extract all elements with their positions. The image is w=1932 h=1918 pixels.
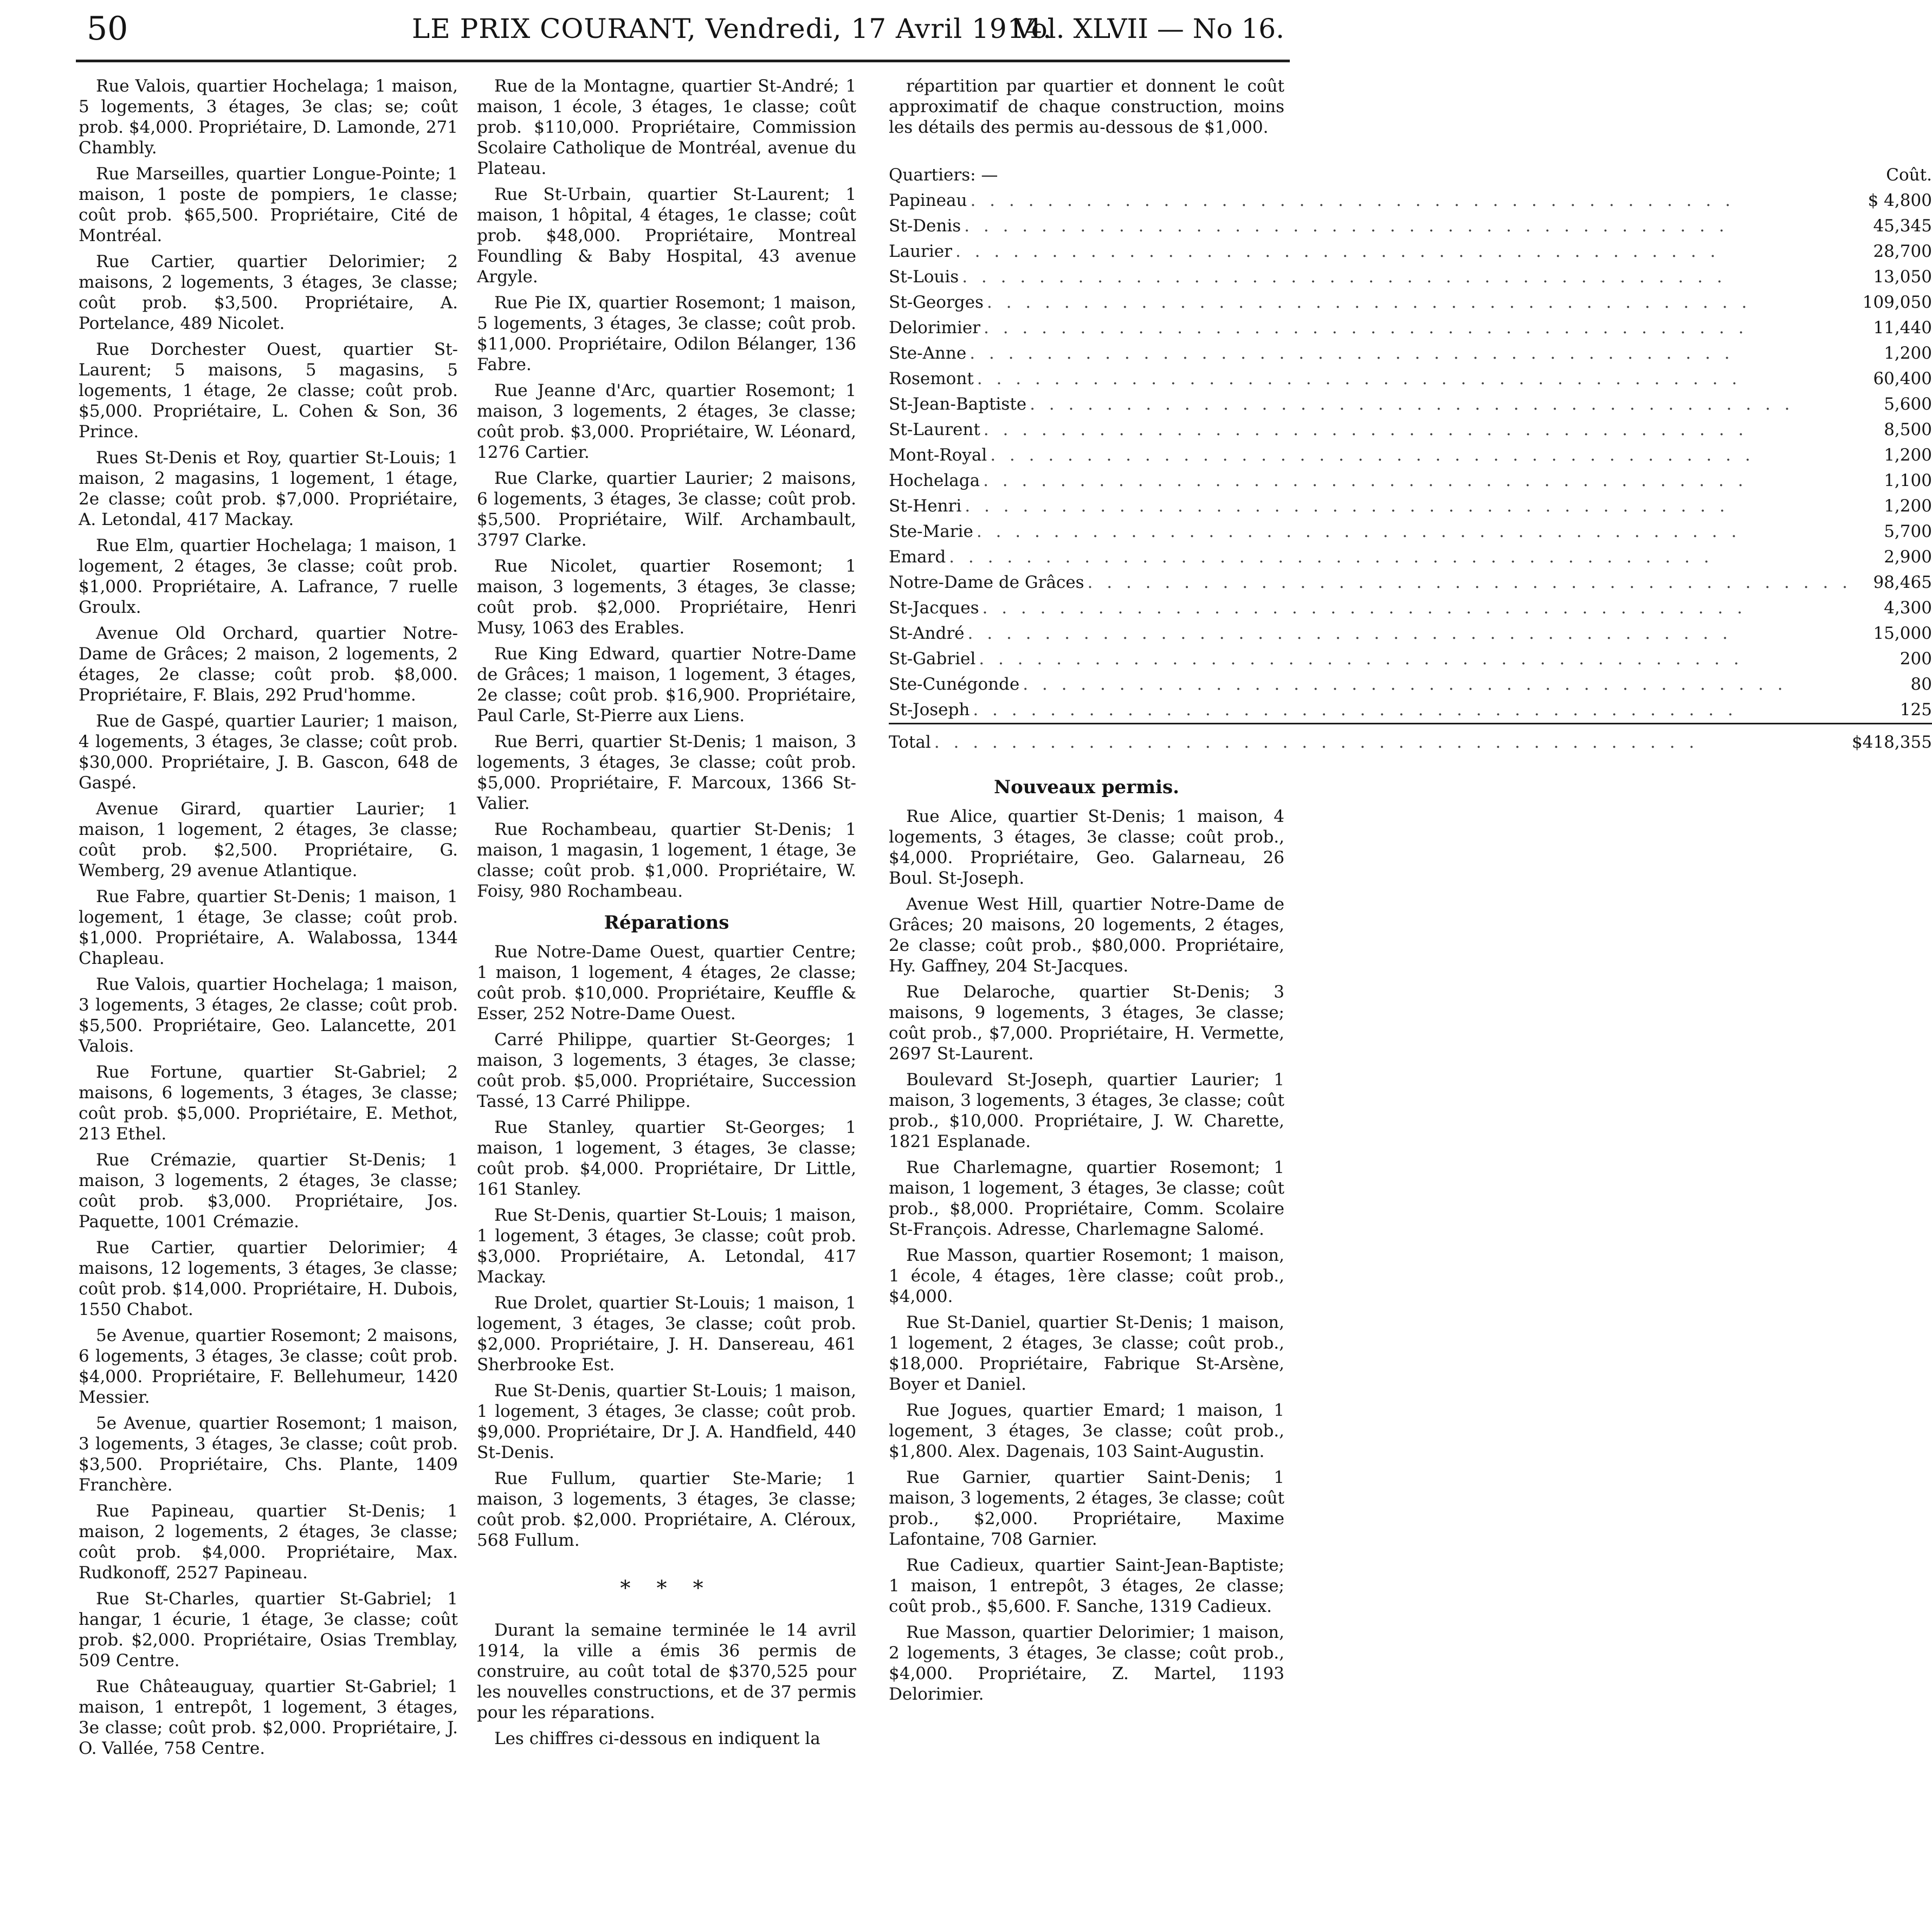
repair-entry: Rue Stanley, quartier St-Georges; 1 maison, 1 logement, 3 étages, 3e classe; coût prob. $4,000. Propriétaire, Dr Little, 161 Stanley.	[477, 1118, 856, 1199]
table-row	[889, 697, 1932, 724]
leader-dots	[984, 290, 1852, 315]
new-permit-entry: Rue Cadieux, quartier Saint-Jean-Baptiste; 1 maison, 1 entrepôt, 3 étages, 2e classe; coût prob., $5,600. F. Sanche, 1319 Cadieux.	[889, 1556, 1284, 1616]
table-row	[889, 519, 1932, 545]
leader-dots	[967, 188, 1852, 213]
permit-entry: Rue Elm, quartier Hochelaga; 1 maison, 1 logement, 2 étages, 3e classe; coût prob. $1,000. Propriétaire, A. Lafrance, 7 ruelle Groulx.	[79, 536, 458, 617]
district-name: Ste-Cunégonde	[889, 675, 1020, 694]
section-ornament: * * *	[620, 1576, 713, 1600]
leader-dots	[1019, 672, 1852, 697]
leader-dots	[961, 213, 1852, 239]
column-2	[477, 76, 856, 1754]
table-header-row	[889, 159, 1932, 188]
leader-dots	[973, 519, 1852, 545]
permit-entry: Rue Cartier, quartier Delorimier; 4 maisons, 12 logements, 3 étages, 3e classe; coût prob. $14,000. Propriétaire, H. Dubois, 1550 Chabot.	[79, 1238, 458, 1319]
permit-entry: Rue Rochambeau, quartier St-Denis; 1 maison, 1 magasin, 1 logement, 1 étage, 3e classe; coût prob. $1,000. Propriétaire, W. Foisy, 980 Rochambeau.	[477, 820, 856, 901]
district-cell	[889, 366, 1852, 392]
district-name: Delorimier	[889, 318, 980, 338]
district-cell	[889, 494, 1852, 519]
district-cost: 15,000	[1873, 624, 1932, 643]
permit-entry: Rue King Edward, quartier Notre-Dame de Grâces; 1 maison, 1 logement, 3 étages, 2e classe; coût prob. $16,900. Propriétaire, Paul Carle, St-Pierre aux Liens.	[477, 644, 856, 725]
page-number: 50	[87, 10, 128, 48]
district-cost: 5,700	[1884, 522, 1932, 541]
permit-entry: Rue Clarke, quartier Laurier; 2 maisons, 6 logements, 3 étages, 3e classe; coût prob. $5,500. Propriétaire, Wilf. Archambault, 3797 Clarke.	[477, 469, 856, 550]
leader-dots	[974, 366, 1852, 392]
leader-dots	[1026, 392, 1852, 417]
new-permit-entry: Avenue West Hill, quartier Notre-Dame de Grâces; 20 maisons, 20 logements, 2 étages, 2e classe; coût prob., $80,000. Propriétaire, Hy. Gaffney, 204 St-Jacques.	[889, 895, 1284, 976]
new-permit-entry: Rue St-Daniel, quartier St-Denis; 1 maison, 1 logement, 2 étages, 3e classe; coût prob., $18,000. Propriétaire, Fabrique St-Arsène, Boyer et Daniel.	[889, 1313, 1284, 1394]
table-row	[889, 315, 1932, 341]
district-cell	[889, 697, 1852, 724]
leader-dots	[931, 730, 1852, 755]
table-row	[889, 494, 1932, 519]
district-cell	[889, 315, 1852, 341]
district-cost: 80	[1910, 675, 1932, 694]
permit-entry: Rue St-Urbain, quartier St-Laurent; 1 maison, 1 hôpital, 4 étages, 1e classe; coût prob. $48,000. Propriétaire, Montreal Foundling & Baby Hospital, 43 avenue Argyle.	[477, 185, 856, 287]
leader-dots	[965, 621, 1852, 646]
district-cost: 1,100	[1884, 471, 1932, 490]
weekly-summary-continued: Les chiffres ci-dessous en indiquent la	[494, 1729, 820, 1748]
total-row	[889, 724, 1932, 756]
district-name: Papineau	[889, 191, 967, 210]
permit-entry: Rue Pie IX, quartier Rosemont; 1 maison, 5 logements, 3 étages, 3e classe; coût prob. $11,000. Propriétaire, Odilon Bélanger, 136 Fabre.	[477, 293, 856, 374]
column-1	[79, 76, 458, 1764]
table-row	[889, 468, 1932, 494]
table-row	[889, 595, 1932, 621]
page-header	[76, 5, 1290, 62]
district-cell	[889, 392, 1852, 417]
district-cost: 1,200	[1884, 445, 1932, 465]
journal-title: LE PRIX COURANT, Vendredi, 17 Avril 1914.	[412, 13, 1052, 44]
district-cost: 109,050	[1862, 293, 1932, 312]
column-header-cout: Coût.	[1886, 165, 1932, 185]
district-cell	[889, 264, 1852, 290]
header-quartier-label: Quartiers: —	[889, 165, 998, 185]
permit-entry: Rue de Gaspé, quartier Laurier; 1 maison, 4 logements, 3 étages, 3e classe; coût prob. $30,000. Propriétaire, J. B. Gascon, 648 de Gaspé.	[79, 711, 458, 793]
district-cost: 125	[1899, 700, 1932, 720]
leader-dots	[952, 239, 1852, 264]
district-cost: 28,700	[1873, 242, 1932, 261]
new-permit-entry: Rue Masson, quartier Delorimier; 1 maison, 2 logements, 3 étages, 3e classe; coût prob., $4,000. Propriétaire, Z. Martel, 1193 Delorimier.	[889, 1623, 1284, 1704]
table-row	[889, 443, 1932, 468]
district-name: Emard	[889, 547, 946, 567]
leader-dots	[946, 545, 1852, 570]
table-row	[889, 392, 1932, 417]
district-cost: 1,200	[1884, 344, 1932, 363]
district-cost: 5,600	[1884, 394, 1932, 414]
district-name: Rosemont	[889, 369, 974, 388]
repair-entry: Rue St-Denis, quartier St-Louis; 1 maison, 1 logement, 3 étages, 3e classe; coût prob. $3,000. Propriétaire, A. Letondal, 417 Mackay.	[477, 1206, 856, 1287]
district-cell	[889, 672, 1852, 697]
table-row	[889, 366, 1932, 392]
permit-entry: 5e Avenue, quartier Rosemont; 1 maison, 3 logements, 3 étages, 3e classe; coût prob. $3,500. Propriétaire, Chs. Plante, 1409 Franchère.	[79, 1414, 458, 1495]
table-row	[889, 417, 1932, 443]
table-row	[889, 646, 1932, 672]
permit-entry: Rue de la Montagne, quartier St-André; 1 maison, 1 école, 3 étages, 1e classe; coût prob. $110,000. Propriétaire, Commission Scolaire Catholique de Montréal, avenue du Plateau.	[477, 76, 856, 178]
table-row	[889, 621, 1932, 646]
district-cell	[889, 443, 1852, 468]
leader-dots	[970, 697, 1852, 723]
district-name: St-Georges	[889, 293, 984, 312]
district-name: Ste-Marie	[889, 522, 973, 541]
new-permit-entry: Rue Charlemagne, quartier Rosemont; 1 maison, 1 logement, 3 étages, 3e classe; coût prob., $8,000. Propriétaire, Comm. Scolaire St-François. Adresse, Charlemagne Salomé.	[889, 1158, 1284, 1239]
total-cost: $418,355	[1852, 724, 1932, 756]
new-permit-entry: Rue Alice, quartier St-Denis; 1 maison, 4 logements, 3 étages, 3e classe; coût prob., $4,000. Propriétaire, Geo. Galarneau, 26 Boul. St-Joseph.	[889, 807, 1284, 888]
permit-entry: Rue Fortune, quartier St-Gabriel; 2 maisons, 6 logements, 3 étages, 3e classe; coût prob. $5,000. Propriétaire, E. Methot, 213 Ethel.	[79, 1062, 458, 1144]
district-name: St-Denis	[889, 216, 961, 236]
table-row	[889, 239, 1932, 264]
new-permit-entry: Boulevard St-Joseph, quartier Laurier; 1 maison, 3 logements, 3 étages, 3e classe; coût prob., $10,000. Propriétaire, J. W. Charette, 1821 Esplanade.	[889, 1070, 1284, 1151]
table-row	[889, 290, 1932, 315]
district-name: St-Henri	[889, 496, 962, 516]
permit-entry: Rue Jeanne d'Arc, quartier Rosemont; 1 maison, 3 logements, 2 étages, 3e classe; coût prob. $3,000. Propriétaire, W. Léonard, 1276 Cartier.	[477, 381, 856, 462]
permit-entry: Avenue Girard, quartier Laurier; 1 maison, 1 logement, 2 étages, 3e classe; coût prob. $2,500. Propriétaire, G. Wemberg, 29 avenue Atlantique.	[79, 799, 458, 880]
permit-entry: Rue Valois, quartier Hochelaga; 1 maison, 5 logements, 3 étages, 3e clas; se; coût prob. $4,000. Propriétaire, D. Lamonde, 271 Chambly.	[79, 76, 458, 158]
permit-entry: Rue Châteauguay, quartier St-Gabriel; 1 maison, 1 entrepôt, 1 logement, 3 étages, 3e classe; coût prob. $2,000. Propriétaire, J. O. Vallée, 758 Centre.	[79, 1677, 458, 1758]
permit-entry: Rue Fabre, quartier St-Denis; 1 maison, 1 logement, 1 étage, 3e classe; coût prob. $1,000. Propriétaire, A. Walabossa, 1344 Chapleau.	[79, 887, 458, 968]
leader-dots	[979, 595, 1852, 621]
column-header-quartier	[889, 159, 1852, 188]
volume-number: Vol. XLVII — No 16.	[1014, 13, 1284, 44]
cost-by-district-table	[889, 159, 1932, 755]
reparations-heading: Réparations	[604, 912, 729, 934]
district-cell	[889, 468, 1852, 494]
district-cost: 45,345	[1873, 216, 1932, 236]
repair-entry: Rue Notre-Dame Ouest, quartier Centre; 1 maison, 1 logement, 4 étages, 2e classe; coût prob. $10,000. Propriétaire, Keuffle & Esser, 252 Notre-Dame Ouest.	[477, 942, 856, 1023]
leader-dots	[1084, 570, 1852, 595]
district-name: Laurier	[889, 242, 952, 261]
leader-dots	[980, 417, 1852, 443]
district-name: St-Joseph	[889, 700, 970, 720]
weekly-summary: Durant la semaine terminée le 14 avril 1914, la ville a émis 36 permis de construire, au coût total de $370,525 pour les nouvelles constructions, et de 37 permis pour les réparations.	[477, 1621, 856, 1722]
district-name: St-Gabriel	[889, 649, 976, 669]
table-row	[889, 213, 1932, 239]
district-name: Hochelaga	[889, 471, 980, 490]
summary-intro: répartition par quartier et donnent le coût approximatif de chaque construction, moins les détails des permis au-dessous de $1,000.	[889, 76, 1284, 137]
permit-entry: Rue St-Charles, quartier St-Gabriel; 1 hangar, 1 écurie, 1 étage, 3e classe; coût prob. $2,000. Propriétaire, Osias Tremblay, 509 Centre.	[79, 1589, 458, 1670]
district-name: Ste-Anne	[889, 344, 967, 363]
district-cost: 13,050	[1873, 267, 1932, 287]
repair-entry: Carré Philippe, quartier St-Georges; 1 maison, 3 logements, 3 étages, 3e classe; coût prob. $5,000. Propriétaire, Succession Tassé, 13 Carré Philippe.	[477, 1030, 856, 1111]
repair-entry: Rue St-Denis, quartier St-Louis; 1 maison, 1 logement, 3 étages, 3e classe; coût prob. $9,000. Propriétaire, Dr J. A. Handfield, 440 St-Denis.	[477, 1381, 856, 1462]
leader-dots	[961, 494, 1852, 519]
district-cell	[889, 545, 1852, 570]
district-cost: 4,300	[1884, 598, 1932, 618]
new-permit-entry: Rue Jogues, quartier Emard; 1 maison, 1 logement, 3 étages, 3e classe; coût prob., $1,800. Alex. Dagenais, 103 Saint-Augustin.	[889, 1401, 1284, 1461]
permit-entry: Rue Berri, quartier St-Denis; 1 maison, 3 logements, 3 étages, 3e classe; coût prob. $5,000. Propriétaire, F. Marcoux, 1366 St-Valier.	[477, 732, 856, 813]
permit-entry: Avenue Old Orchard, quartier Notre-Dame de Grâces; 2 maison, 2 logements, 2 étages, 2e classe; coût prob. $8,000. Propriétaire, F. Blais, 292 Prud'homme.	[79, 624, 458, 705]
leader-dots	[980, 468, 1852, 494]
permit-entry: Rue Cartier, quartier Delorimier; 2 maisons, 2 logements, 3 étages, 3e classe; coût prob. $3,500. Propriétaire, A. Portelance, 489 Nicolet.	[79, 252, 458, 333]
permit-entry: Rues St-Denis et Roy, quartier St-Louis; 1 maison, 2 magasins, 1 logement, 1 étage, 2e classe; coût prob. $7,000. Propriétaire, A. Letondal, 417 Mackay.	[79, 448, 458, 529]
table-row	[889, 570, 1932, 595]
permit-entry: Rue Crémazie, quartier St-Denis; 1 maison, 3 logements, 2 étages, 3e classe; coût prob. $3,000. Propriétaire, Jos. Paquette, 1001 Crémazie.	[79, 1150, 458, 1232]
district-name: St-Louis	[889, 267, 959, 287]
nouveaux-permis-heading: Nouveaux permis.	[994, 776, 1179, 798]
table-row	[889, 341, 1932, 366]
column-3	[889, 76, 1932, 1710]
district-name: Notre-Dame de Grâces	[889, 573, 1084, 592]
leader-dots	[975, 646, 1852, 672]
new-permit-entry: Rue Masson, quartier Rosemont; 1 maison, 1 école, 4 étages, 1ère classe; coût prob., $4,000.	[889, 1246, 1284, 1306]
leader-dots	[966, 341, 1852, 366]
total-label-cell	[889, 724, 1852, 756]
permit-entry: Rue Dorchester Ouest, quartier St-Laurent; 5 maisons, 5 magasins, 5 logements, 1 étage, 2e classe; coût prob. $5,000. Propriétaire, L. Cohen & Son, 36 Prince.	[79, 340, 458, 442]
district-cell	[889, 621, 1852, 646]
district-name: Mont-Royal	[889, 445, 987, 465]
table-row	[889, 264, 1932, 290]
district-cell	[889, 341, 1852, 366]
district-cost: 98,465	[1873, 573, 1932, 592]
district-cost: 200	[1899, 649, 1932, 669]
repair-entry: Rue Fullum, quartier Ste-Marie; 1 maison, 3 logements, 3 étages, 3e classe; coût prob. $2,000. Propriétaire, A. Cléroux, 568 Fullum.	[477, 1469, 856, 1550]
leader-dots	[980, 315, 1852, 341]
district-cell	[889, 290, 1852, 315]
district-cell	[889, 519, 1852, 545]
new-permit-entry: Rue Delaroche, quartier St-Denis; 3 maisons, 9 logements, 3 étages, 3e classe; coût prob., $7,000. Propriétaire, H. Vermette, 2697 St-Laurent.	[889, 982, 1284, 1064]
district-cost: 8,500	[1884, 420, 1932, 439]
permit-entry: Rue Nicolet, quartier Rosemont; 1 maison, 3 logements, 3 étages, 3e classe; coût prob. $2,000. Propriétaire, Henri Musy, 1063 des Erables.	[477, 556, 856, 638]
new-permits-list	[889, 806, 1284, 1705]
total-label: Total	[889, 733, 931, 752]
district-cell	[889, 213, 1852, 239]
district-name: St-Laurent	[889, 420, 980, 439]
district-cell	[889, 595, 1852, 621]
district-cost: 2,900	[1884, 547, 1932, 567]
leader-dots	[959, 264, 1852, 290]
permit-entry: Rue Marseilles, quartier Longue-Pointe; 1 maison, 1 poste de pompiers, 1e classe; coût prob. $65,500. Propriétaire, Cité de Montréal.	[79, 164, 458, 245]
table-row	[889, 545, 1932, 570]
leader-dots	[987, 443, 1852, 468]
permit-entry: Rue Valois, quartier Hochelaga; 1 maison, 3 logements, 3 étages, 2e classe; coût prob. $5,500. Propriétaire, Geo. Lalancette, 201 Valois.	[79, 975, 458, 1056]
district-cost: $ 4,800	[1868, 191, 1932, 210]
permit-entry: 5e Avenue, quartier Rosemont; 2 maisons, 6 logements, 3 étages, 3e classe; coût prob. $4,000. Propriétaire, F. Bellehumeur, 1420 Messier.	[79, 1326, 458, 1407]
permit-entry: Rue Papineau, quartier St-Denis; 1 maison, 2 logements, 2 étages, 3e classe; coût prob. $4,000. Propriétaire, Max. Rudkonoff, 2527 Papineau.	[79, 1501, 458, 1583]
district-cell	[889, 417, 1852, 443]
new-permit-entry: Rue Garnier, quartier Saint-Denis; 1 maison, 3 logements, 2 étages, 3e classe; coût prob., $2,000. Propriétaire, Maxime Lafontaine, 708 Garnier.	[889, 1468, 1284, 1549]
district-name: St-Jean-Baptiste	[889, 394, 1027, 414]
table-row	[889, 188, 1932, 213]
district-cell	[889, 646, 1852, 672]
repair-entry: Rue Drolet, quartier St-Louis; 1 maison, 1 logement, 3 étages, 3e classe; coût prob. $2,000. Propriétaire, J. H. Dansereau, 461 Sherbrooke Est.	[477, 1293, 856, 1375]
district-cell	[889, 188, 1852, 213]
district-cost: 11,440	[1873, 318, 1932, 338]
district-cell	[889, 239, 1852, 264]
district-name: St-Jacques	[889, 598, 979, 618]
district-cost: 1,200	[1884, 496, 1932, 516]
district-name: St-André	[889, 624, 965, 643]
table-row	[889, 672, 1932, 697]
district-cost: 60,400	[1873, 369, 1932, 388]
district-cell	[889, 570, 1852, 595]
